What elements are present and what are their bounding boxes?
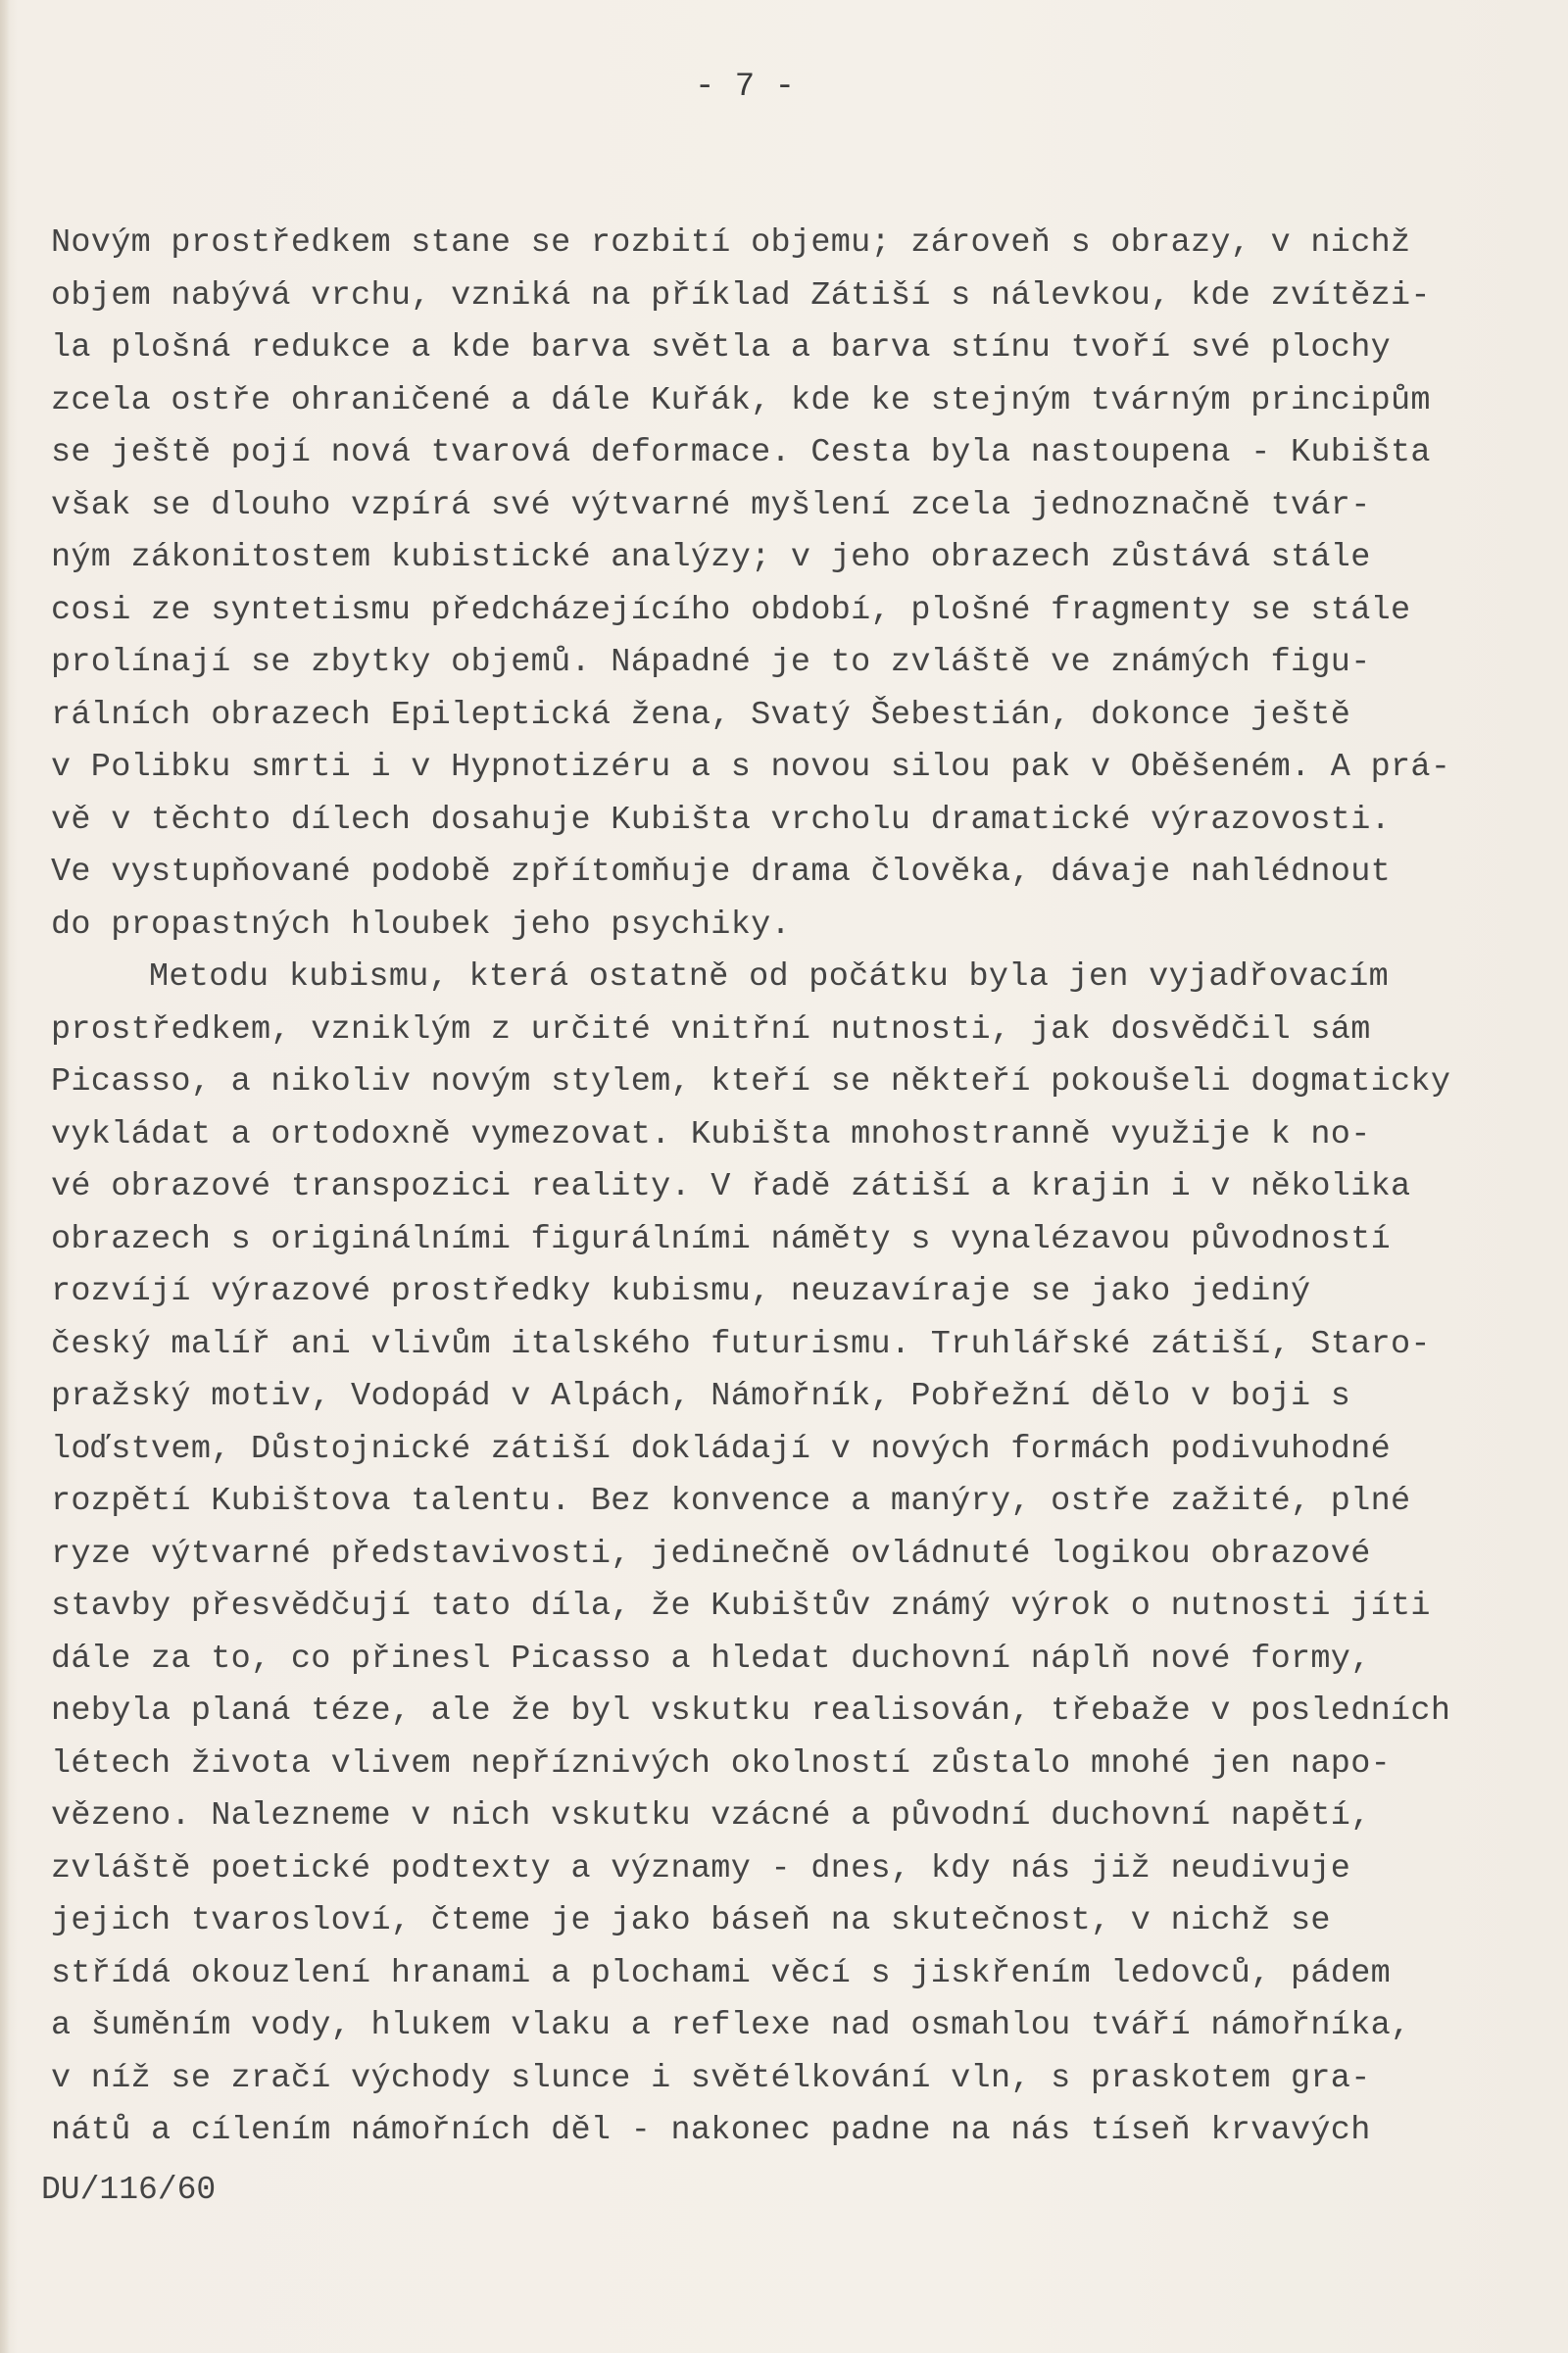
text-line: la plošná redukce a kde barva světla a barva stínu tvoří své plochy [51, 329, 1392, 367]
text-line: vězeno. Nalezneme v nich vskutku vzácné a původní duchovní napětí, [51, 1797, 1371, 1835]
text-line: prostředkem, vzniklým z určité vnitřní nutnosti, jak dosvědčil sám [51, 1010, 1371, 1049]
text-line: ryze výtvarné představivosti, jedinečně ovládnuté logikou obrazové [51, 1535, 1371, 1573]
text-line: do propastných hloubek jeho psychiky. [51, 906, 791, 944]
text-line: v níž se zračí východy slunce i světélkování vln, s praskotem gra- [51, 2059, 1371, 2097]
text-line: pražský motiv, Vodopád v Alpách, Námořník, Pobřežní dělo v boji s [51, 1378, 1351, 1415]
text-line: vé obrazové transpozici reality. V řadě zátiší a krajin i v několika [51, 1168, 1411, 1205]
text-line: vě v těchto dílech dosahuje Kubišta vrcholu dramatické výrazovosti. [51, 801, 1392, 839]
text-line: rozpětí Kubištova talentu. Bez konvence a manýry, ostře zažité, plné [51, 1483, 1411, 1520]
text-line: dále za to, co přinesl Picasso a hledat duchovní náplň nové formy, [51, 1640, 1371, 1678]
text-line: vykládat a ortodoxně vymezovat. Kubišta mnohostranně využije k no- [51, 1115, 1371, 1153]
text-line: stavby přesvědčují tato díla, že Kubištův známý výrok o nutnosti jíti [51, 1588, 1431, 1625]
text-line: se ještě pojí nová tvarová deformace. Cesta byla nastoupena - Kubišta [51, 434, 1431, 471]
text-line: střídá okouzlení hranami a plochami věcí s jiskřením ledovců, pádem [51, 1954, 1392, 1992]
text-line: Picasso, a nikoliv novým stylem, kteří se někteří pokoušeli dogmaticky [51, 1063, 1451, 1101]
body-text [51, 218, 1541, 2158]
text-line: rozvíjí výrazové prostředky kubismu, neuzavíraje se jako jediný [51, 1273, 1311, 1310]
text-line: cosi ze syntetismu předcházejícího období, plošné fragmenty se stále [51, 591, 1411, 629]
text-line: ným zákonitostem kubistické analýzy; v jeho obrazech zůstává stále [51, 539, 1371, 576]
text-line: však se dlouho vzpírá své výtvarné myšlení zcela jednoznačně tvár- [51, 486, 1371, 524]
text-line: Metodu kubismu, která ostatně od počátku byla jen vyjadřovacím [149, 958, 1390, 996]
text-line: v Polibku smrti i v Hypnotizéru a s novou silou pak v Oběšeném. A prá- [51, 749, 1451, 786]
text-line: Ve vystupňované podobě zpřítomňuje drama člověka, dávaje nahlédnout [51, 854, 1392, 891]
text-line: létech života vlivem nepříznivých okolností zůstalo mnohé jen napo- [51, 1744, 1392, 1783]
text-line: český malíř ani vlivům italského futurismu. Truhlářské zátiší, Staro- [51, 1325, 1431, 1363]
text-line: nebyla planá téze, ale že byl vskutku realisován, třebaže v posledních [51, 1692, 1451, 1730]
text-line: zvláště poetické podtexty a významy - dnes, kdy nás již neudivuje [51, 1849, 1351, 1887]
text-line: a šuměním vody, hlukem vlaku a reflexe nad osmahlou tváří námořníka, [51, 2007, 1411, 2044]
document-code: DU/116/60 [41, 2172, 217, 2208]
text-line: prolínají se zbytky objemů. Nápadné je to zvláště ve známých figu- [51, 644, 1371, 681]
paper-edge [0, 0, 10, 2353]
text-line: loďstvem, Důstojnické zátiší dokládají v nových formách podivuhodné [51, 1430, 1392, 1468]
text-line: jejich tvarosloví, čteme je jako báseň na skutečnost, v nichž se [51, 1902, 1331, 1939]
text-line: Novým prostředkem stane se rozbití objemu; zároveň s obrazy, v nichž [51, 224, 1411, 262]
text-line: rálních obrazech Epileptická žena, Svatý Šebestián, dokonce ještě [51, 696, 1351, 734]
text-line: zcela ostře ohraničené a dále Kuřák, kde ke stejným tvárným principům [51, 381, 1431, 419]
text-line: objem nabývá vrchu, vzniká na příklad Zátiší s nálevkou, kde zvítězi- [51, 276, 1431, 315]
text-line: nátů a cílením námořních děl - nakonec padne na nás tíseň krvavých [51, 2112, 1371, 2149]
page-number: - 7 - [694, 69, 796, 106]
text-line: obrazech s originálními figurálními náměty s vynalézavou původností [51, 1220, 1392, 1258]
